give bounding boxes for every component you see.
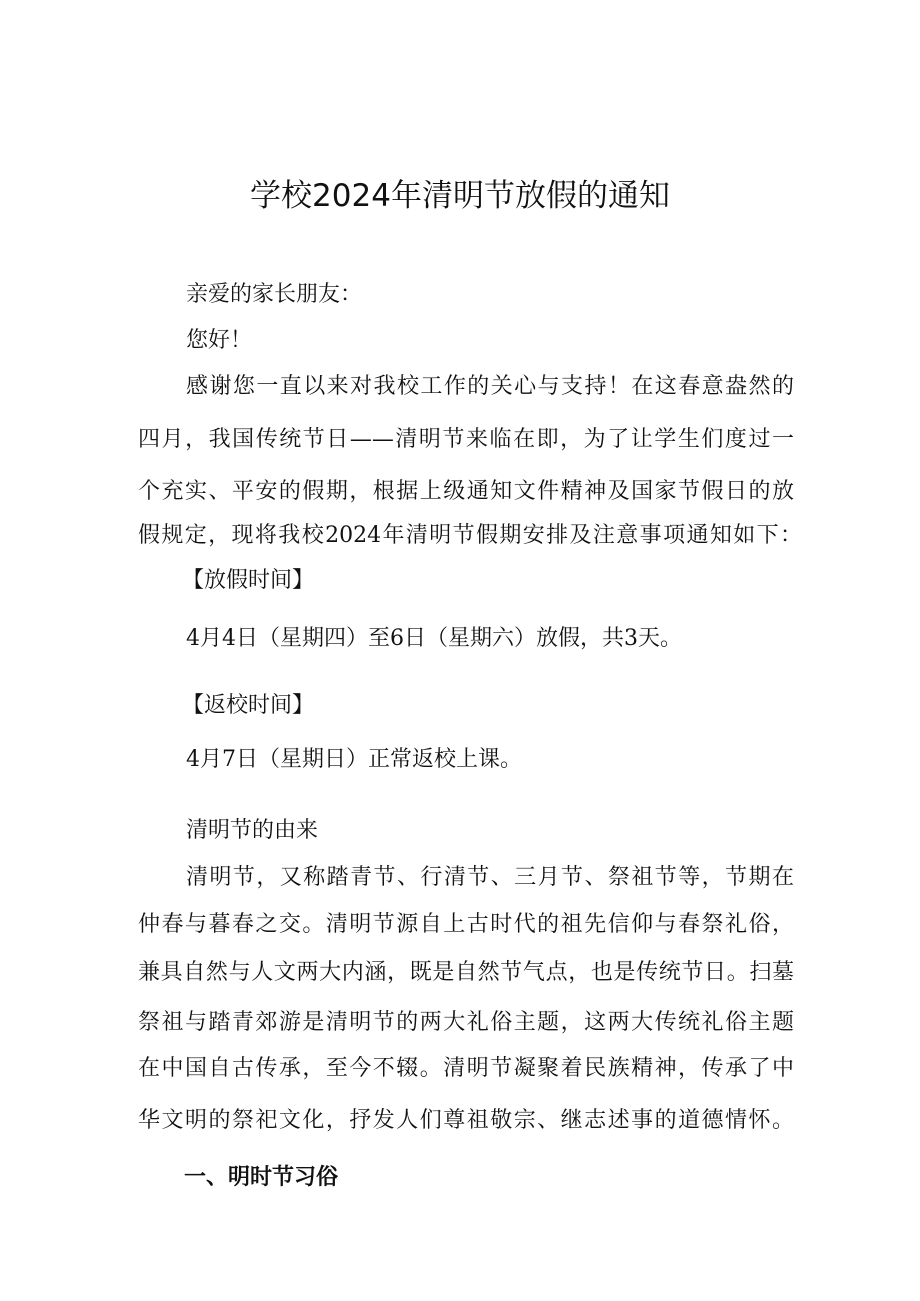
origin-heading: 清明节的由来 (186, 818, 319, 843)
greeting: 您好！ (186, 328, 253, 353)
intro-line: 感谢您一直以来对我校工作的关心与支持！在这春意盎然的 (186, 374, 794, 399)
salutation: 亲爱的家长朋友： (186, 282, 363, 307)
document-title: 学校2024年清明节放假的通知 (250, 178, 670, 214)
intro-line: 假规定，现将我校2024年清明节假期安排及注意事项通知如下： (138, 523, 802, 548)
origin-line: 在中国自古传承，至今不辍。清明节凝聚着民族精神，传承了中 (138, 1056, 794, 1081)
origin-line: 兼具自然与人文两大内涵，既是自然节气点，也是传统节日。扫墓 (138, 960, 794, 985)
origin-line: 华文明的祭祀文化，抒发人们尊祖敬宗、继志述事的道德情怀。 (138, 1108, 794, 1133)
section-one-heading: 一、明时节习俗 (184, 1165, 339, 1190)
origin-line: 祭祖与踏青郊游是清明节的两大礼俗主题，这两大传统礼俗主题 (138, 1010, 794, 1035)
return-time-text: 4月7日（星期日）正常返校上课。 (186, 747, 522, 772)
intro-line: 个充实、平安的假期，根据上级通知文件精神及国家节假日的放 (138, 479, 794, 504)
origin-line: 清明节，又称踏青节、行清节、三月节、祭祖节等，节期在 (186, 865, 794, 890)
holiday-time-text: 4月4日（星期四）至6日（星期六）放假，共3天。 (186, 626, 682, 651)
origin-line: 仲春与暮春之交。清明节源自上古时代的祖先信仰与春祭礼俗， (138, 912, 794, 937)
intro-line: 四月，我国传统节日——清明节来临在即，为了让学生们度过一 (138, 427, 794, 452)
return-time-heading: 【返校时间】 (182, 693, 315, 718)
holiday-time-heading: 【放假时间】 (182, 568, 315, 593)
